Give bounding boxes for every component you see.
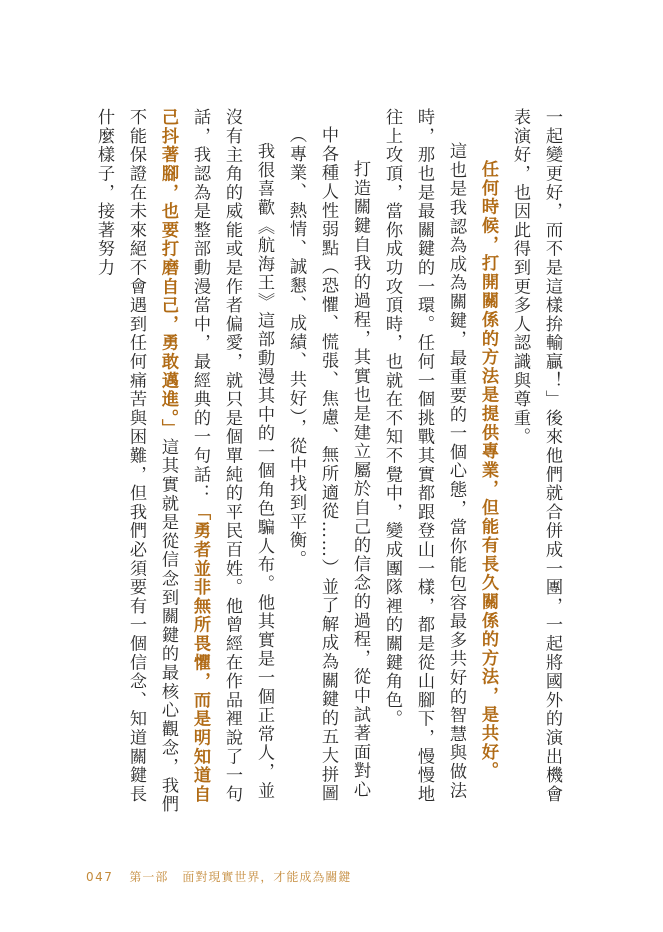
vertical-text-body: [88, 108, 568, 818]
paragraph-highlight-quote: [472, 126, 504, 818]
part-title: 面對現實世界，才能成為關鍵: [182, 870, 352, 884]
paragraph-5: [88, 108, 280, 818]
paragraph-1-continued: 一起變更好，而不是這樣拚輸贏！」後來他們就合併成一團，一起將國外的演出機會表演好，也因此得到更多人認識與尊重。: [510, 108, 562, 804]
paragraph-5-text-b: 這其實就是從信念到關鍵的最核心觀念，我們不能保證在未來絕不會遇到任何痛苦與困難，但我們必須要有一個信念、知道關鍵長什麼樣子，接著努力: [94, 108, 178, 814]
highlight-text: 任何時候，打開關係的方法是提供專業，但能有長久關係的方法，是共好。: [478, 160, 498, 781]
paragraph-3: 這也是我認為成為關鍵，最重要的一個心態，當你能包容最多共好的智慧與做法時，那也是最關鍵的一環。任何一個挑戰其實都跟登山一樣，都是從山腳下，慢慢地往上攻頂，當你成功攻頂時，也就在不知不覺中，變成團隊裡的關鍵角色。: [382, 108, 466, 804]
paragraph-4: 打造關鍵自我的過程，其實也是建立屬於自己的信念的過程，從中試著面對心中各種人性弱點（恐懼、慌張、焦慮、無所適從……）並了解成為關鍵的五大拼圖（專業、熱情、誠懇、成績、共好），從中找到平衡。: [286, 126, 370, 803]
paragraph-5-text-a: 我很喜歡《航海王》這部動漫其中的一個角色騙人布。他其實是一個正常人，並沒有主角的威能或是作者偏愛，就只是個單純的平民百姓。他曾經在作品裡說了一句話，我認為是整部動漫當中，最經典的一句話：: [190, 108, 274, 804]
page-footer: [86, 868, 351, 885]
page-number: 047: [86, 869, 114, 884]
paragraph-5-highlight: 「勇者並非無所畏懼，而是明知道自己抖著腳，也要打磨自己，勇敢邁進。」: [158, 108, 210, 804]
part-label: 第一部: [129, 870, 169, 884]
